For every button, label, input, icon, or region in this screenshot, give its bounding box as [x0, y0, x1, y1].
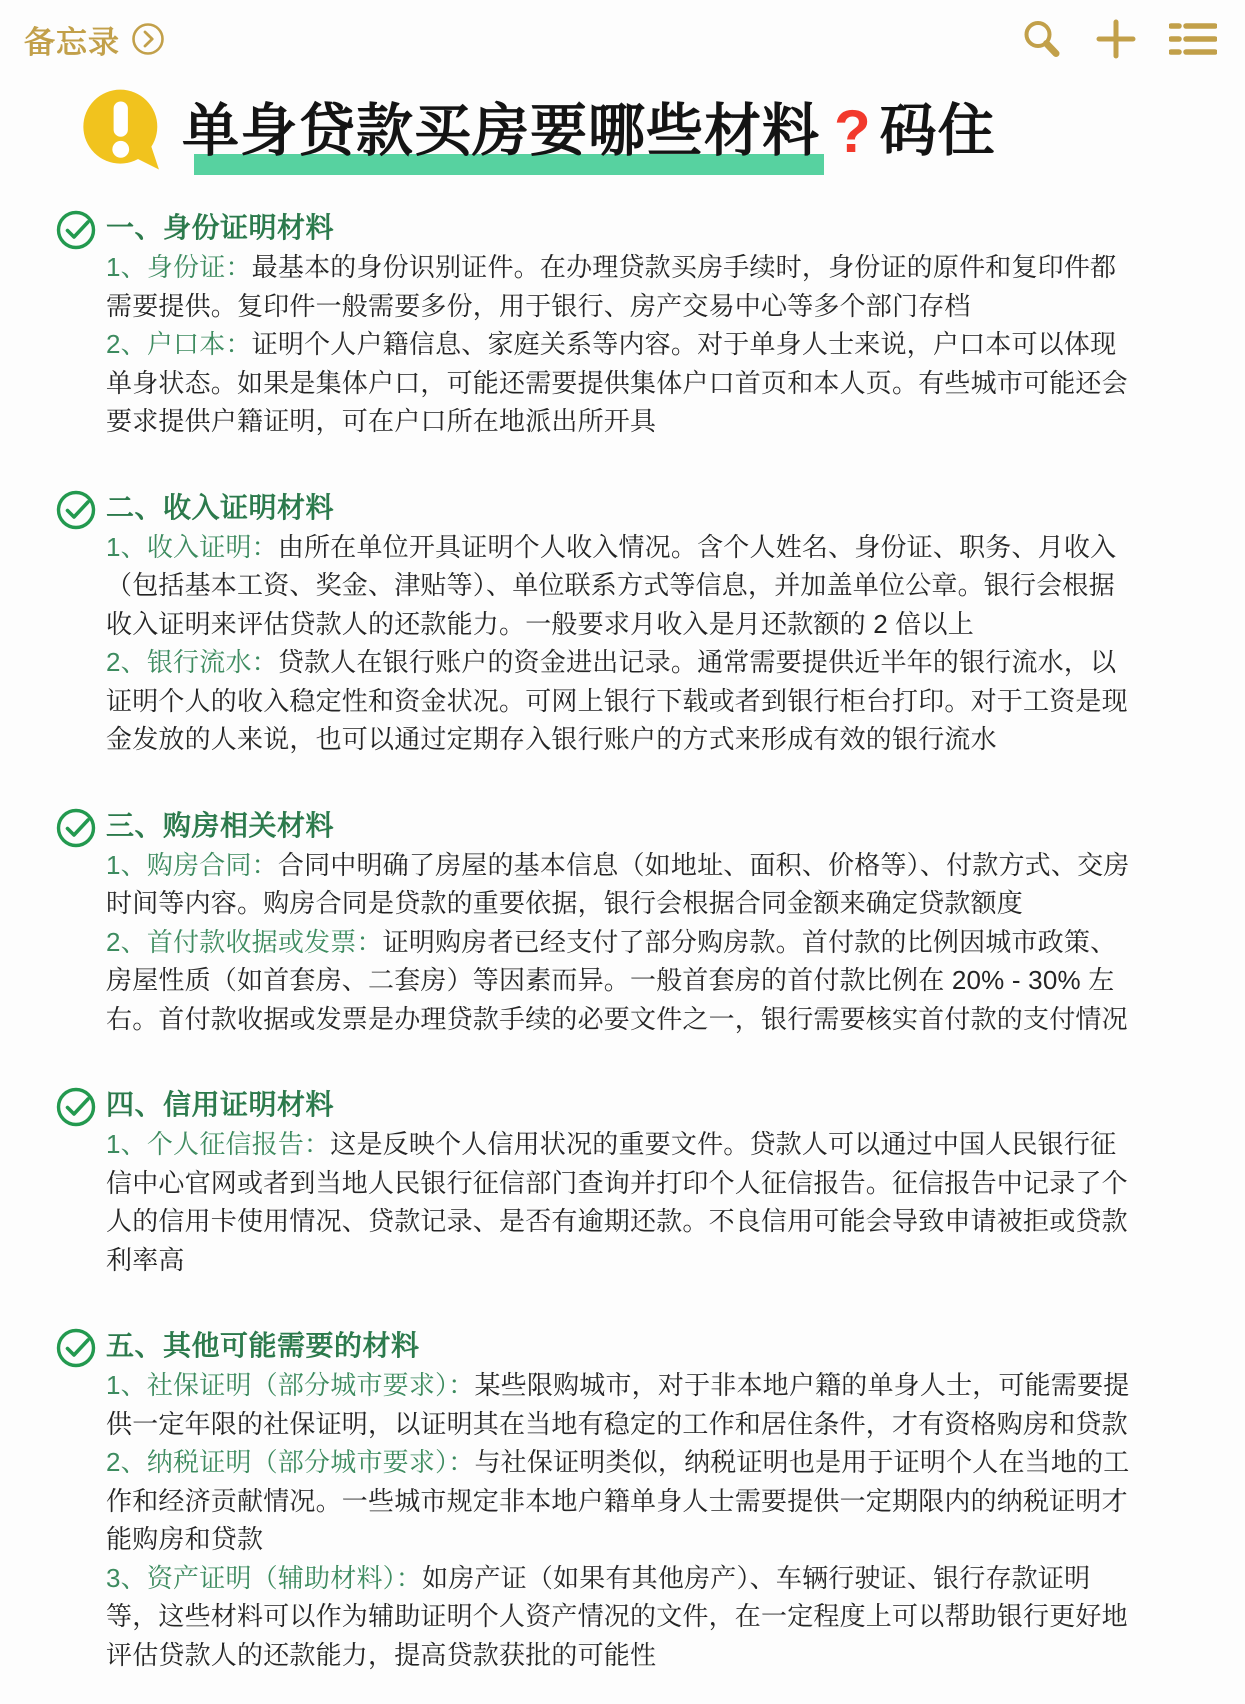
item-label: 2、银行流水： — [106, 647, 278, 677]
section-heading: 五、其他可能需要的材料 — [106, 1330, 420, 1361]
item-label: 1、购房合同： — [106, 849, 278, 880]
item-text: 证明购房者已经支付了部分购房款。首付款的比例因城市政策、房屋性质（如首套房、二套房）等因素而异。一般首套房的首付款比例在 20% - 30% 左右。首付款收据或发票是办理贷款手续的必要文件之一，银行需要核实首付款的支付情况 — [106, 926, 1128, 1034]
add-icon[interactable] — [1095, 18, 1137, 60]
item-text: 最基本的身份识别证件。在办理贷款买房手续时，身份证的原件和复印件都需要提供。复印件一般需要多份，用于银行、房产交易中心等多个部门存档 — [106, 252, 1117, 321]
header-actions — [1019, 17, 1217, 61]
item-label: 2、户口本： — [106, 329, 252, 359]
back-to-notes-button[interactable] — [24, 17, 166, 62]
item-text: 如房产证（如果有其他房产）、车辆行驶证、银行存款证明等，这些材料可以作为辅助证明个人资产情况的文件，在一定程度上可以帮助银行更好地评估贷款人的还款能力，提高贷款获批的可能性 — [106, 1562, 1128, 1670]
item-text: 合同中明确了房屋的基本信息（如地址、面积、价格等）、付款方式、交房时间等内容。购房合同是贷款的重要依据，银行会根据合同金额来确定贷款额度 — [106, 849, 1130, 918]
item-text: 与社保证明类似，纳税证明也是用于证明个人在当地的工作和经济贡献情况。一些城市规定非本地户籍单身人士需要提供一定期限内的纳税证明才能购房和贷款 — [106, 1447, 1130, 1554]
question-mark-icon: ? — [834, 98, 872, 165]
list-item — [106, 1125, 1133, 1279]
page-title — [182, 97, 996, 163]
note-content — [0, 208, 1245, 1704]
section-purchase-materials — [0, 806, 1245, 1039]
section-heading: 四、信用证明材料 — [106, 1089, 335, 1120]
app-title: 备忘录 — [24, 24, 120, 60]
item-label: 1、社保证明（部分城市要求）： — [106, 1370, 475, 1400]
title-highlighted-text: 单身贷款买房要哪些材料 — [182, 99, 820, 163]
item-label: 2、首付款收据或发票： — [106, 926, 383, 957]
section-heading: 二、收入证明材料 — [106, 491, 335, 523]
check-circle-icon — [55, 208, 99, 252]
item-label: 1、个人征信报告： — [106, 1129, 331, 1159]
check-circle-icon — [55, 1085, 99, 1129]
list-item — [106, 1366, 1133, 1443]
list-item — [106, 325, 1133, 441]
section-credit-materials — [0, 1085, 1245, 1279]
item-label: 2、纳税证明（部分城市要求）： — [106, 1447, 475, 1477]
check-circle-icon — [55, 1326, 99, 1370]
section-identity-materials — [0, 208, 1245, 441]
search-icon[interactable] — [1019, 17, 1063, 61]
check-circle-icon — [55, 806, 99, 850]
list-item — [106, 248, 1133, 325]
note-title-row — [80, 84, 1245, 176]
title-suffix: 码住 — [879, 99, 996, 163]
section-heading: 一、身份证明材料 — [106, 212, 335, 243]
item-label: 3、资产证明（辅助材料）： — [106, 1562, 423, 1593]
list-item — [106, 643, 1133, 759]
item-label: 1、身份证： — [106, 252, 252, 282]
chevron-circle-icon — [130, 21, 166, 57]
item-label: 1、收入证明： — [106, 531, 278, 562]
section-income-materials — [0, 488, 1245, 759]
item-text: 由所在单位开具证明个人收入情况。含个人姓名、身份证、职务、月收入（包括基本工资、奖金、津贴等）、单位联系方式等信息，并加盖单位公章。银行会根据收入证明来评估贷款人的还款能力。一般要求月收入是月还款额的 2 倍以上 — [106, 531, 1117, 639]
list-item — [106, 528, 1133, 644]
section-heading: 三、购房相关材料 — [106, 809, 335, 841]
check-circle-icon — [55, 488, 99, 532]
section-other-materials — [0, 1326, 1245, 1674]
list-icon[interactable] — [1169, 20, 1217, 58]
list-item — [106, 923, 1133, 1039]
list-item — [106, 846, 1133, 923]
app-header — [0, 0, 1245, 62]
list-item — [106, 1559, 1133, 1675]
exclamation-bubble-icon — [80, 87, 164, 173]
list-item — [106, 1443, 1133, 1559]
item-text: 某些限购城市，对于非本地户籍的单身人士，可能需要提供一定年限的社保证明，以证明其在当地有稳定的工作和居住条件，才有资格购房和贷款 — [106, 1370, 1130, 1439]
item-text: 这是反映个人信用状况的重要文件。贷款人可以通过中国人民银行征信中心官网或者到当地人民银行征信部门查询并打印个人征信报告。征信报告中记录了个人的信用卡使用情况、贷款记录、是否有逾期还款。不良信用可能会导致申请被拒或贷款利率高 — [106, 1129, 1128, 1275]
item-text: 证明个人户籍信息、家庭关系等内容。对于单身人士来说，户口本可以体现单身状态。如果是集体户口，可能还需要提供集体户口首页和本人页。有些城市可能还会要求提供户籍证明，可在户口所在地派出所开具 — [106, 329, 1128, 436]
item-text: 贷款人在银行账户的资金进出记录。通常需要提供近半年的银行流水，以证明个人的收入稳定性和资金状况。可网上银行下载或者到银行柜台打印。对于工资是现金发放的人来说，也可以通过定期存入银行账户的方式来形成有效的银行流水 — [106, 647, 1128, 754]
